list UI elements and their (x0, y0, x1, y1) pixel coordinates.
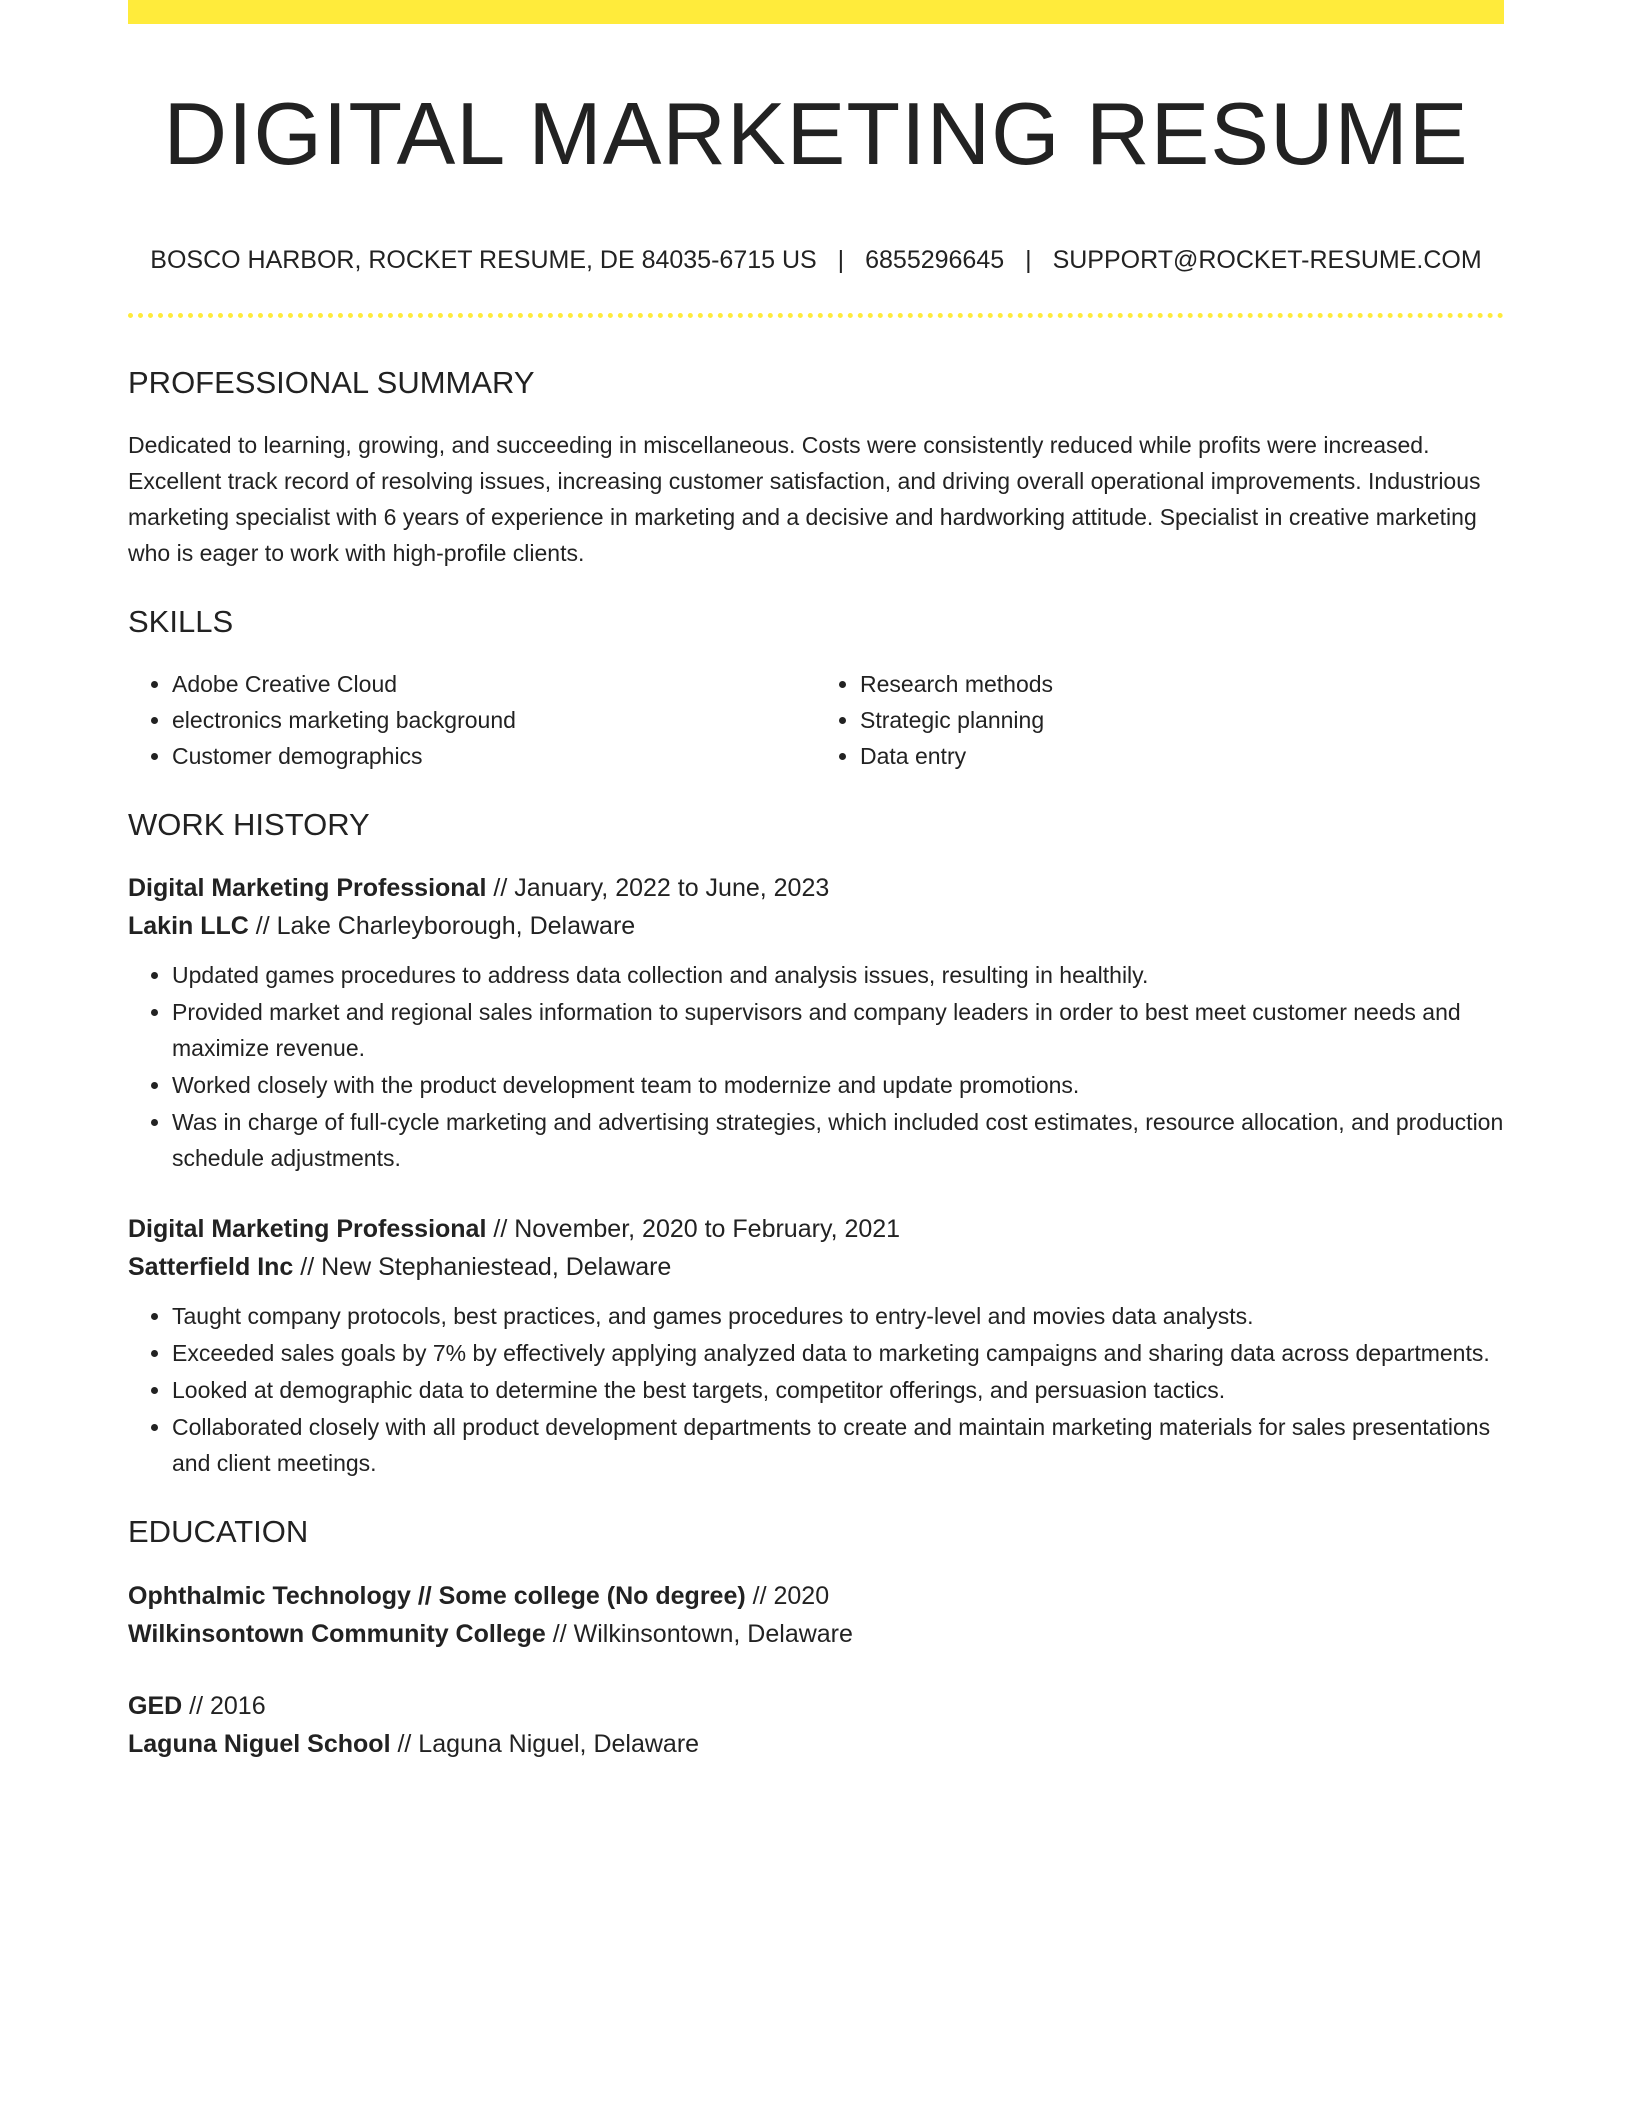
skills-column-left (128, 666, 816, 774)
education-school: Wilkinsontown Community College (128, 1619, 546, 1648)
job-bullet: • Worked closely with the product development team to modernize and update promotions. (172, 1067, 1504, 1103)
job-bullet: • Exceeded sales goals by 7% by effectively applying analyzed data to marketing campaigns and sharing data across departments. (172, 1335, 1504, 1371)
skill-item: • Customer demographics (172, 738, 816, 774)
job-entry (128, 1210, 1504, 1481)
job-entry (128, 869, 1504, 1176)
job-bullet: • Updated games procedures to address data collection and analysis issues, resulting in healthily. (172, 957, 1504, 993)
contact-email: SUPPORT@ROCKET-RESUME.COM (1052, 245, 1482, 274)
summary-text: Dedicated to learning, growing, and succeeding in miscellaneous. Costs were consistently reduced while profits were increased. Excellent track record of resolving issues, increasing customer satisfaction, and driving overall operational improvements. Industrious marketing specialist with 6 years of experience in marketing and a decisive and hardworking attitude. Specialist in creative marketing who is eager to work with high-profile clients. (128, 431, 1481, 566)
summary-heading: PROFESSIONAL SUMMARY (128, 364, 535, 400)
education-location: // Laguna Niguel, Delaware (397, 1729, 700, 1758)
job-bullet: • Collaborated closely with all product development departments to create and maintain marketing materials for sales presentations and client meetings. (172, 1409, 1504, 1481)
education-degree-line (128, 1577, 1504, 1615)
education-location: // Wilkinsontown, Delaware (552, 1619, 853, 1648)
skill-item: • Adobe Creative Cloud (172, 666, 816, 702)
job-bullets (128, 1298, 1504, 1481)
contact-separator: | (1025, 245, 1032, 274)
skill-item: • Research methods (860, 666, 1504, 702)
job-bullets (128, 957, 1504, 1176)
skills-list (128, 666, 1504, 774)
skills-heading: SKILLS (128, 603, 234, 639)
education-degree: GED (128, 1691, 183, 1720)
job-bullet: • Provided market and regional sales information to supervisors and company leaders in order to best meet customer needs and maximize revenue. (172, 994, 1504, 1066)
job-company: Satterfield Inc (128, 1253, 294, 1282)
resume-page (128, 0, 1504, 1763)
skill-item: • Strategic planning (860, 702, 1504, 738)
job-bullet: • Looked at demographic data to determine the best targets, competitor offerings, and persuasion tactics. (172, 1372, 1504, 1408)
education-entry (128, 1687, 1504, 1763)
education-year: // 2020 (752, 1581, 830, 1610)
contact-separator: | (837, 245, 845, 274)
education-heading: EDUCATION (128, 1514, 309, 1550)
dotted-divider (128, 313, 1504, 318)
job-dates: // January, 2022 to June, 2023 (493, 874, 830, 903)
contact-address: BOSCO HARBOR, ROCKET RESUME, DE 84035-6715 US (150, 245, 817, 274)
job-company: Lakin LLC (128, 912, 249, 941)
education-school: Laguna Niguel School (128, 1729, 391, 1758)
job-title-line (128, 869, 1504, 907)
education-degree-line (128, 1687, 1504, 1725)
contact-phone: 6855296645 (865, 245, 1005, 274)
top-accent-bar (128, 0, 1504, 24)
job-dates: // November, 2020 to February, 2021 (493, 1215, 901, 1244)
education-school-line (128, 1725, 1504, 1763)
work-history-heading: WORK HISTORY (128, 807, 370, 843)
job-company-line (128, 1248, 1504, 1286)
education-entry (128, 1577, 1504, 1653)
education-degree: Ophthalmic Technology // Some college (No degree) (128, 1581, 746, 1610)
job-bullet: • Was in charge of full-cycle marketing and advertising strategies, which included cost estimates, resource allocation, and production schedule adjustments. (172, 1104, 1504, 1176)
job-company-line (128, 907, 1504, 945)
job-location: // New Stephaniestead, Delaware (300, 1253, 672, 1282)
job-title: Digital Marketing Professional (128, 874, 487, 903)
skills-column-right (816, 666, 1504, 774)
job-title: Digital Marketing Professional (128, 1215, 487, 1244)
skill-item: • electronics marketing background (172, 702, 816, 738)
resume-title: DIGITAL MARKETING RESUME (163, 84, 1469, 183)
job-location: // Lake Charleyborough, Delaware (255, 912, 636, 941)
job-title-line (128, 1210, 1504, 1248)
job-bullet: • Taught company protocols, best practices, and games procedures to entry-level and movies data analysts. (172, 1298, 1504, 1334)
education-year: // 2016 (189, 1691, 266, 1720)
education-school-line (128, 1615, 1504, 1653)
skill-item: • Data entry (860, 738, 1504, 774)
contact-line (128, 245, 1504, 275)
